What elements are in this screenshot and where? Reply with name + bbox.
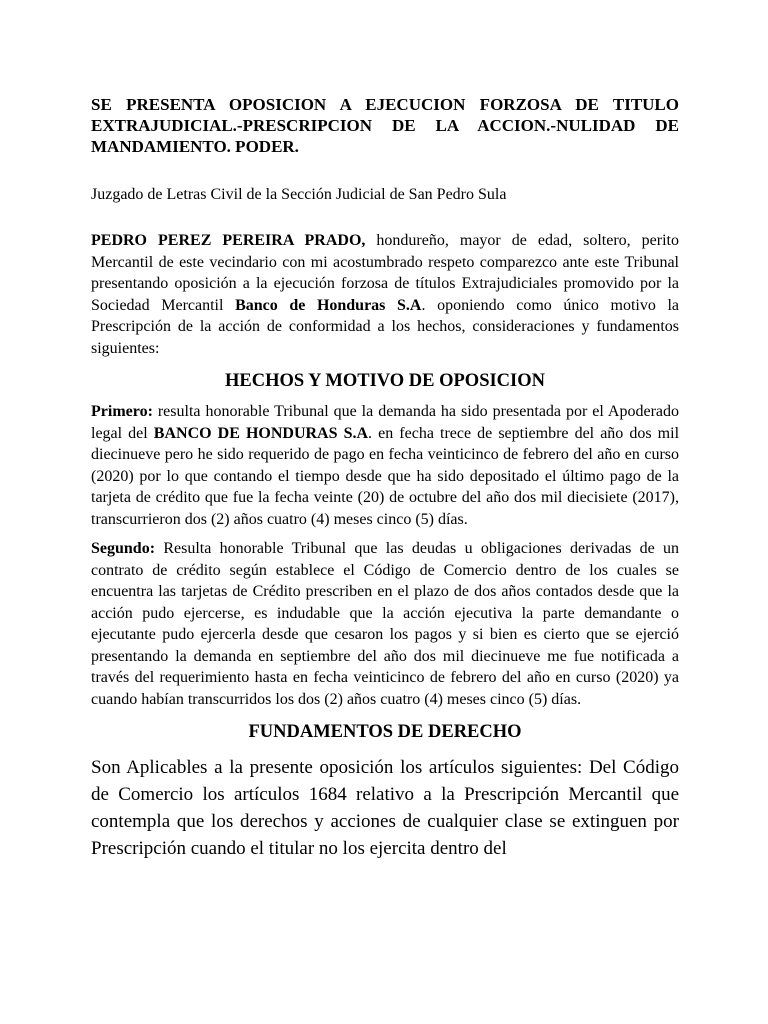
intro-paragraph (91, 230, 679, 359)
heading-law: FUNDAMENTOS DE DERECHO (248, 722, 522, 742)
segundo-label: Segundo: (91, 540, 156, 557)
law-paragraph: Son Aplicables a la presente oposición los artículos siguientes: Del Código de Comercio los artículos 1684 relativo a la Prescripción Mercantil que contempla que los derechos y acciones de cualquier clase se extinguen por Prescripción cuando el titular no los ejercita dentro del (91, 757, 679, 859)
primero-text-2: . en fecha trece de septiembre del año dos mil diecinueve pero he sido requerido de pago en fecha veinticinco de febrero del año en curso (2020) por lo que contando el tiempo desde que ha sido depositado el último pago de la tarjeta de crédito que fue la fecha veinte (20) de octubre del año dos mil diecisiete (2017), transcurrieron dos (2) años cuatro (4) meses cinco (5) días. (91, 424, 680, 528)
heading-facts: HECHOS Y MOTIVO DE OPOSICION (225, 371, 545, 391)
court-name: Juzgado de Letras Civil de la Sección Judicial de San Pedro Sula (91, 186, 507, 203)
bank-name: Banco de Honduras S.A (235, 296, 422, 314)
primero-bank: BANCO DE HONDURAS S.A (153, 424, 369, 442)
segundo-text: Resulta honorable Tribunal que las deudas u obligaciones derivadas de un contrato de crédito según establece el Código de Comercio dentro de los cuales se encuentra las tarjetas de Crédito prescriben en el plazo de dos años contados desde que la acción pudo ejercerse, es indudable que la acción ejecutiva la parte demandante o ejecutante pudo ejercerla desde que cesaron los pagos y si bien es cierto que se ejerció presentando la demanda en septiembre del año dos mil diecinueve me fue notificada a través del requerimiento hasta en fecha veinticinco de febrero del año en curso (2020) ya cuando habían transcurridos los dos (2) años cuatro (4) meses cinco (5) días. (91, 540, 679, 708)
intro-text-2: . oponiendo como único motivo la Prescripción de la acción de conformidad a los hechos, consideraciones y fundamentos siguientes: (91, 296, 680, 357)
paragraph-segundo (91, 538, 679, 710)
paragraph-primero (91, 401, 679, 530)
primero-text-1: resulta honorable Tribunal que la demanda ha sido presentada por el Apoderado legal del (91, 403, 679, 442)
intro-text-1: hondureño, mayor de edad, soltero, perito Mercantil de este vecindario con mi acostumbrado respeto comparezco ante este Tribunal presentando oposición a la ejecución forzosa de títulos Extrajudiciales promovido por la Sociedad Mercantil (91, 232, 679, 314)
petitioner-name: PEDRO PEREZ PEREIRA PRADO, (91, 232, 366, 249)
primero-label: Primero: (91, 403, 153, 420)
document-title: SE PRESENTA OPOSICION A EJECUCION FORZOSA DE TITULO EXTRAJUDICIAL.-PRESCRIPCION DE LA ACCION.-NULIDAD DE MANDAMIENTO. PODER. (91, 95, 679, 156)
